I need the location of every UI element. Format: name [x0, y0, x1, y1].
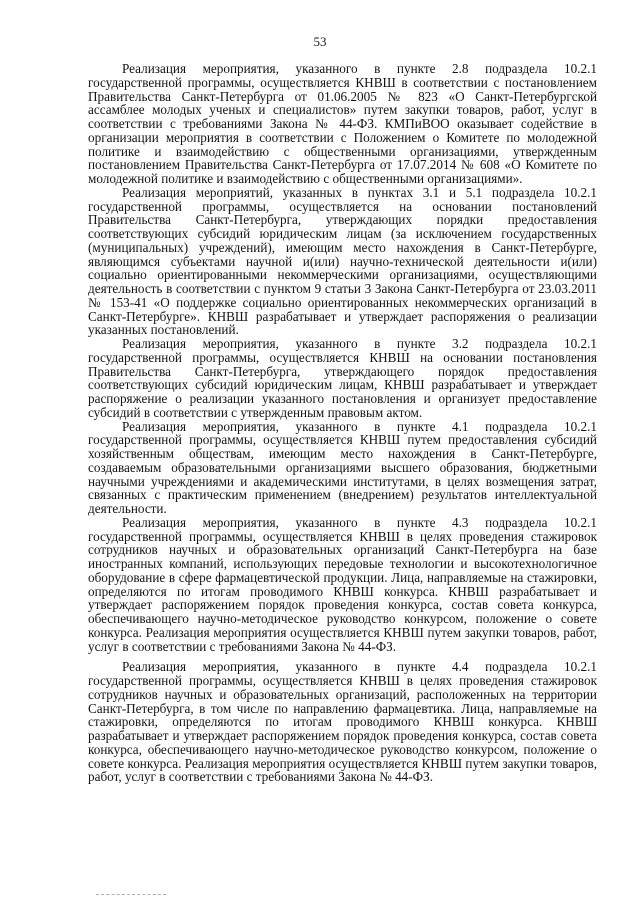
paragraph-items-3-1-5-1: Реализация мероприятий, указанных в пунктах 3.1 и 5.1 подраздела 10.2.1 государственной программы, осуществляется на основании постановлений Правительства Санкт-Петербурга, утверждающих порядки предоставления соответствующих субсидий юридическим лицам (за исключением государственных (муниципальных) учреждений), имеющим место нахождения в Санкт-Петербурге, являющимся субъектами научной и(или) научно-технической деятельности и(или) социально ориентированными некоммерческими организациями, осуществляющими деятельность в соответствии с пунктом 9 статьи 3 Закона Санкт-Петербурга от 23.03.2011 № 153-41 «О поддержке социально ориентированных некоммерческих организаций в Санкт-Петербурге». КНВШ разрабатывает и утверждает распоряжения о реализации указанных постановлений. [88, 184, 597, 338]
paragraph-item-3-2: Реализация мероприятия, указанного в пункте 3.2 подраздела 10.2.1 государственной программы, осуществляется КНВШ на основании постановления Правительства Санкт-Петербурга, утверждающего порядок предоставления соответствующих субсидий юридическим лицам, КНВШ разрабатывает и утверждает распоряжение о реализации указанного постановления и организует предоставление субсидий в соответствии с утвержденным правовым актом. [88, 336, 597, 420]
paragraph-item-2-8: Реализация мероприятия, указанного в пункте 2.8 подраздела 10.2.1 государственной программы, осуществляется КНВШ в соответствии с постановлением Правительства Санкт-Петербурга от 01.06.2005 № 823 «О Санкт-Петербургской ассамблее молодых ученых и специалистов» путем закупки товаров, работ, услуг в соответствии с требованиями Закона № 44-ФЗ. КМПиВОО оказывает содействие в организации мероприятия в соответствии с Положением о Комитете по молодежной политике и взаимодействию с общественными организациями, утвержденным постановлением Правительства Санкт-Петербурга от 17.07.2014 № 608 «О Комитете по молодежной политике и взаимодействию с общественными организациями». [88, 61, 597, 186]
document-body [88, 62, 597, 784]
page-number: 53 [313, 34, 327, 49]
paragraph-item-4-1: Реализация мероприятия, указанного в пункте 4.1 подраздела 10.2.1 государственной программы, осуществляется КНВШ путем предоставления субсидий хозяйственным обществам, имеющим место нахождения в Санкт-Петербурге, создаваемым образовательными организациями высшего образования, бюджетными научными учреждениями и академическими институтами, в целях возмещения затрат, связанных с практическим применением (внедрением) результатов интеллектуальной деятельности. [88, 418, 597, 516]
footer-scan-mark [96, 894, 166, 895]
paragraph-item-4-3: Реализация мероприятия, указанного в пункте 4.3 подраздела 10.2.1 государственной программы, осуществляется КНВШ в целях проведения стажировок сотрудников научных и образовательных организаций Санкт-Петербурга на базе иностранных компаний, использующих передовые технологии и высокотехнологичное оборудование в сфере фармацевтической продукции. Лица, направляемые на стажировки, определяются по итогам проводимого КНВШ конкурса. КНВШ разрабатывает и утверждает распоряжением порядок проведения конкурса, состав совета конкурса, обеспечивающего научно-методическое руководство конкурсом, положение о совете конкурса. Реализация мероприятия осуществляется КНВШ путем закупки товаров, работ, услуг в соответствии с требованиями Закона № 44-ФЗ. [88, 514, 597, 654]
paragraph-item-4-4: Реализация мероприятия, указанного в пункте 4.4 подраздела 10.2.1 государственной программы, осуществляется КНВШ в целях проведения стажировок сотрудников научных и образовательных организаций, расположенных на территории Санкт-Петербурга, в том числе по направлению фармацевтика. Лица, направляемые на стажировки, определяются по итогам проводимого КНВШ конкурса. КНВШ разрабатывает и утверждает распоряжением порядок проведения конкурса, состав совета конкурса, обеспечивающего научно-методическое руководство конкурсом, положение о совете конкурса. Реализация мероприятия осуществляется КНВШ путем закупки товаров, работ, услуг в соответствии с требованиями Закона № 44-ФЗ. [88, 659, 597, 785]
